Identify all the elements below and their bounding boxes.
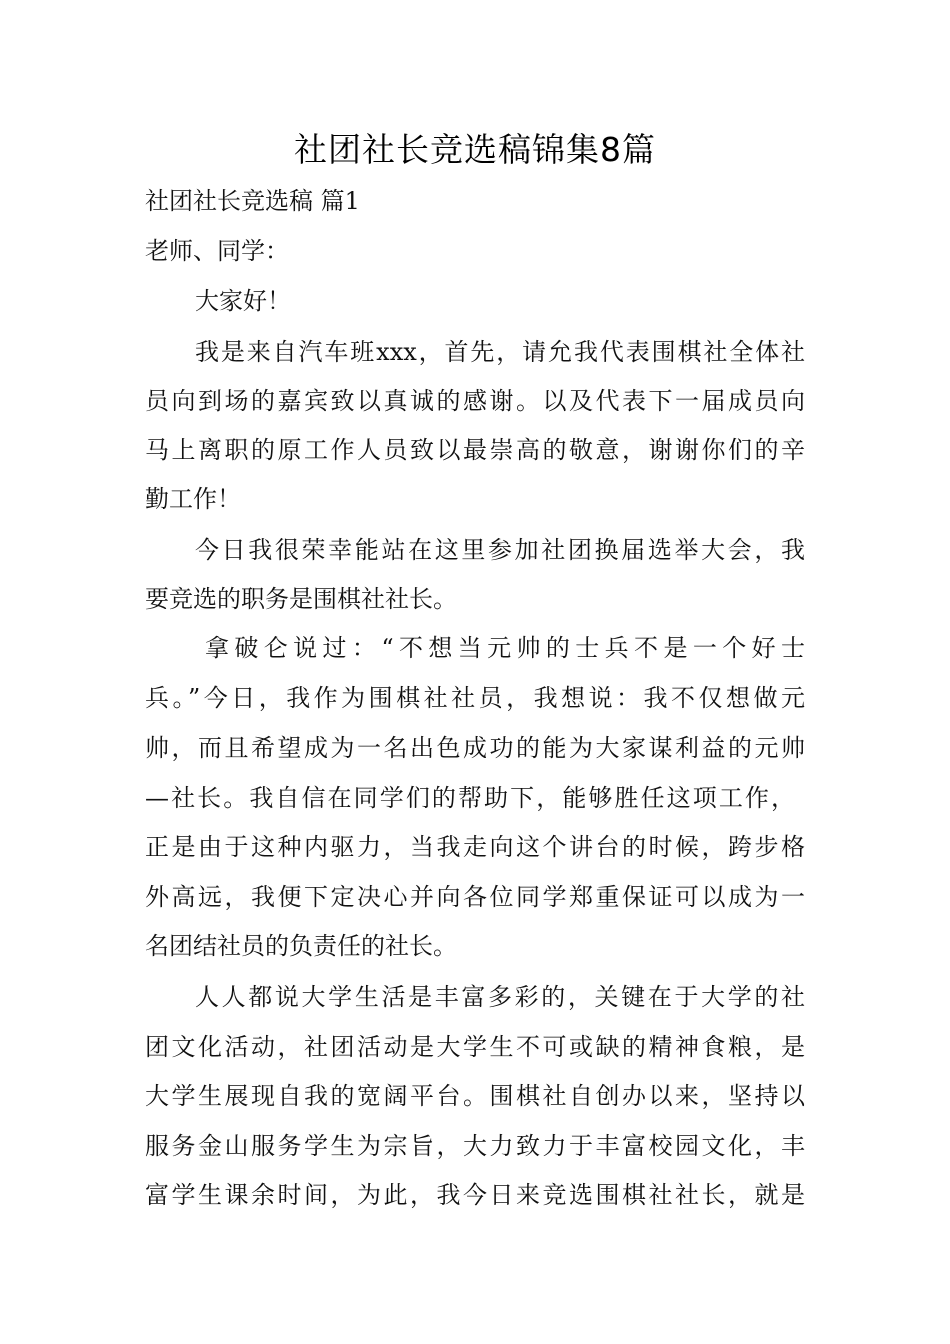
paragraph-line: 帅，而且希望成为一名出色成功的能为大家谋利益的元帅	[145, 734, 805, 762]
paragraph-line: 服务金山服务学生为宗旨，大力致力于丰富校园文化，丰	[145, 1132, 805, 1160]
paragraph-line: 名团结社员的负责任的社长。	[145, 932, 457, 960]
paragraph-line: 富学生课余时间，为此，我今日来竞选围棋社社长，就是	[145, 1181, 805, 1209]
document-title: 社团社长竞选稿锦集8篇	[294, 130, 656, 169]
paragraph-line: 正是由于这种内驱力，当我走向这个讲台的时候，跨步格	[145, 833, 805, 861]
paragraph-line: 拿破仑说过：“不想当元帅的士兵不是一个好士	[205, 634, 805, 662]
section-heading: 社团社长竞选稿 篇1	[145, 187, 360, 215]
paragraph-line: 我是来自汽车班xxx，首先，请允我代表围棋社全体社	[195, 338, 805, 366]
paragraph-line: 人人都说大学生活是丰富多彩的，关键在于大学的社	[195, 983, 805, 1011]
salutation: 老师、同学：	[145, 237, 289, 265]
paragraph-line: 要竞选的职务是围棋社社长。	[145, 585, 457, 613]
paragraph-line: 大学生展现自我的宽阔平台。围棋社自创办以来，坚持以	[145, 1082, 805, 1110]
paragraph-line: 外高远，我便下定决心并向各位同学郑重保证可以成为一	[145, 883, 805, 911]
paragraph-line: 勤工作！	[145, 485, 241, 513]
paragraph-line: 兵。”今日，我作为围棋社社员，我想说：我不仅想做元	[145, 684, 805, 712]
greeting: 大家好！	[195, 287, 291, 315]
paragraph-line: 团文化活动，社团活动是大学生不可或缺的精神食粮，是	[145, 1033, 805, 1061]
paragraph-line: —社长。我自信在同学们的帮助下，能够胜任这项工作，	[145, 784, 795, 812]
paragraph-line: 马上离职的原工作人员致以最崇高的敬意，谢谢你们的辛	[145, 436, 805, 464]
paragraph-line: 员向到场的嘉宾致以真诚的感谢。以及代表下一届成员向	[145, 387, 805, 415]
paragraph-line: 今日我很荣幸能站在这里参加社团换届选举大会，我	[195, 536, 805, 564]
